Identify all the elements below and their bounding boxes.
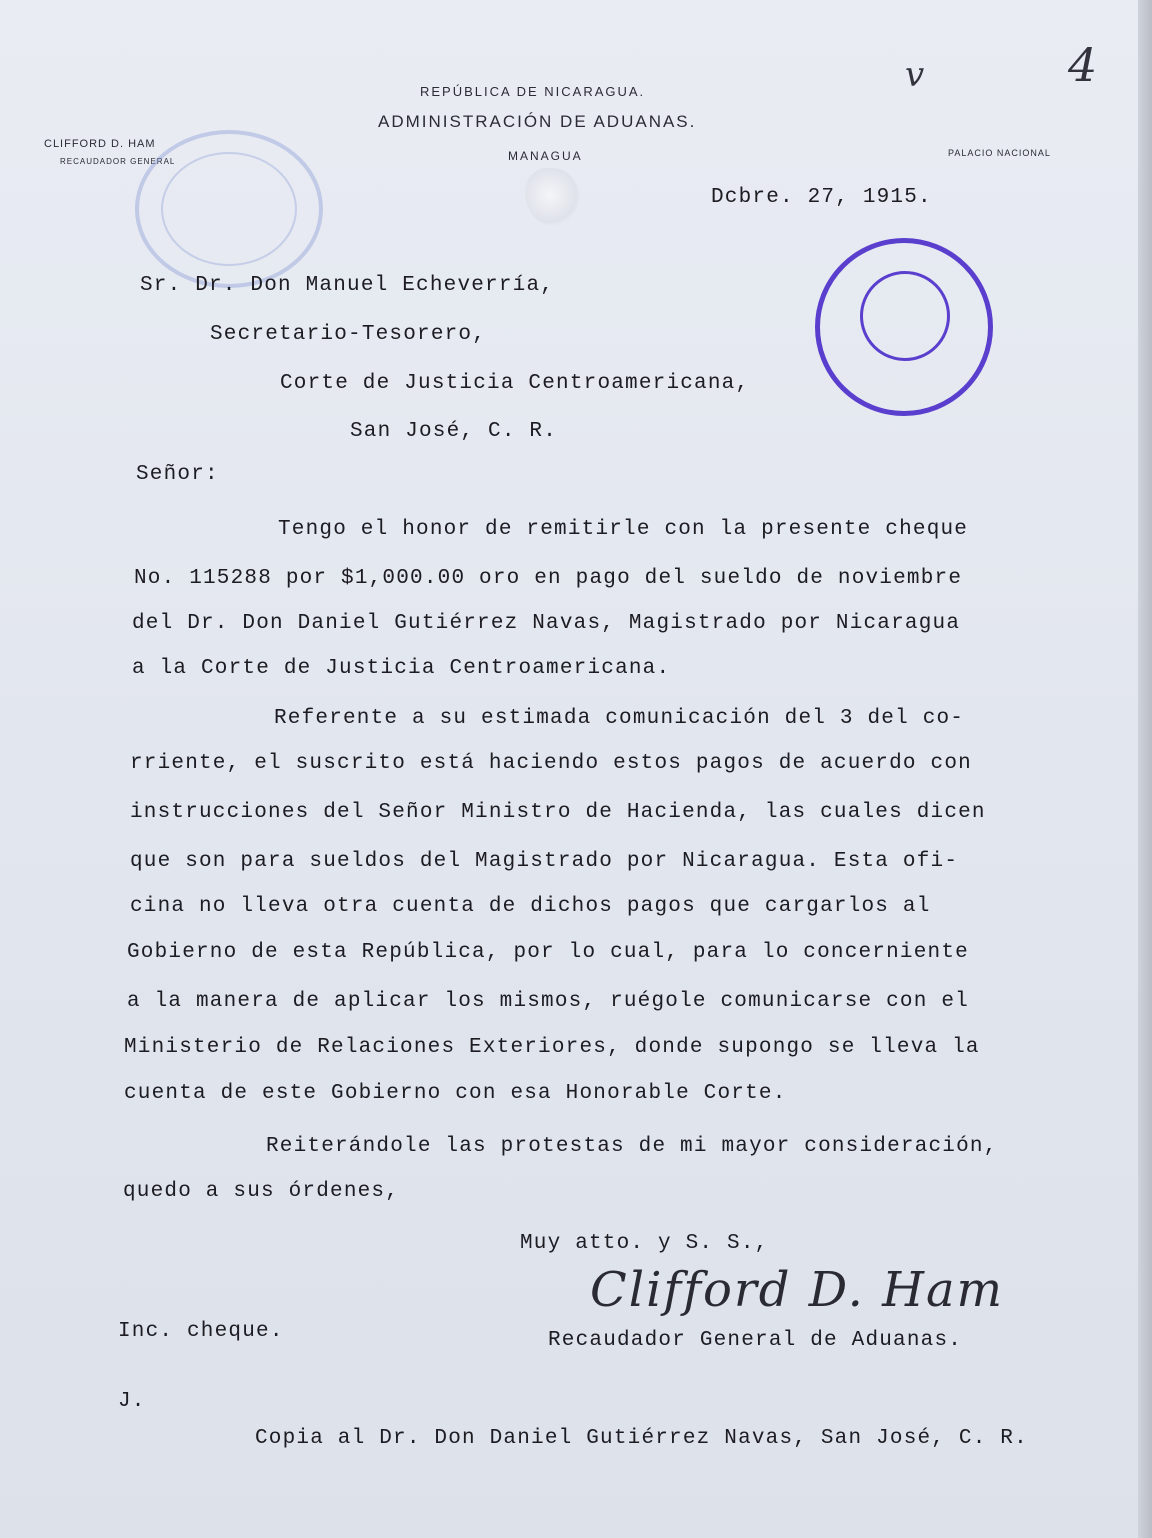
letterhead-city: MANAGUA <box>508 149 583 163</box>
body-line: Referente a su estimada comunicación del 3 del co- <box>274 707 965 730</box>
address-line-1: Sr. Dr. Don Manuel Echeverría, <box>140 274 555 297</box>
letterhead-palace: PALACIO NACIONAL <box>948 148 1051 158</box>
body-line: instrucciones del Señor Ministro de Hacienda, las cuales dicen <box>130 801 986 824</box>
letterhead-office: ADMINISTRACIÓN DE ADUANAS. <box>378 112 697 131</box>
paper-edge <box>1138 0 1152 1538</box>
body-line: No. 115288 por $1,000.00 oro en pago del sueldo de noviembre <box>134 567 963 590</box>
body-line: Gobierno de esta República, por lo cual, para lo concerniente <box>127 941 969 964</box>
signer-title: Recaudador General de Aduanas. <box>548 1329 963 1352</box>
body-line: quedo a sus órdenes, <box>123 1180 400 1203</box>
enclosure-note: Inc. cheque. <box>118 1320 284 1343</box>
body-line: a la Corte de Justicia Centroamericana. <box>132 657 671 680</box>
page-number-mark: 4 <box>1068 38 1098 92</box>
archive-stamp <box>815 238 993 416</box>
body-line: Ministerio de Relaciones Exteriores, donde supongo se lleva la <box>124 1036 980 1059</box>
address-line-2: Secretario-Tesorero, <box>210 323 487 346</box>
body-line: del Dr. Don Daniel Gutiérrez Navas, Magistrado por Nicaragua <box>132 612 961 635</box>
body-line: cina no lleva otra cuenta de dichos pagos que cargarlos al <box>130 895 931 918</box>
check-mark: v <box>905 55 925 95</box>
body-line: a la manera de aplicar los mismos, ruégole comunicarse con el <box>127 990 969 1013</box>
closing: Muy atto. y S. S., <box>520 1232 769 1255</box>
address-line-4: San José, C. R. <box>350 420 558 443</box>
body-line: cuenta de este Gobierno con esa Honorable Corte. <box>124 1082 787 1105</box>
body-line: Reiterándole las protestas de mi mayor consideración, <box>266 1135 998 1158</box>
body-line: Tengo el honor de remitirle con la presente cheque <box>278 518 969 541</box>
body-line: rriente, el suscrito está haciendo estos pagos de acuerdo con <box>130 752 972 775</box>
letterhead-sender-title: RECAUDADOR GENERAL <box>60 157 176 166</box>
letterhead-republic: REPÚBLICA DE NICARAGUA. <box>420 84 646 99</box>
typist-initials: J. <box>118 1390 146 1413</box>
letterhead-sender-name: CLIFFORD D. HAM <box>44 138 156 150</box>
salutation: Señor: <box>136 463 219 486</box>
letter-date: Dcbre. 27, 1915. <box>711 186 932 209</box>
address-line-3: Corte de Justicia Centroamericana, <box>280 372 750 395</box>
paper-tear <box>525 168 580 228</box>
handwritten-signature: Clifford D. Ham <box>590 1262 1005 1318</box>
faint-received-stamp <box>135 130 323 288</box>
body-line: que son para sueldos del Magistrado por Nicaragua. Esta ofi- <box>130 850 959 873</box>
copy-line: Copia al Dr. Don Daniel Gutiérrez Navas, San José, C. R. <box>255 1427 1028 1450</box>
